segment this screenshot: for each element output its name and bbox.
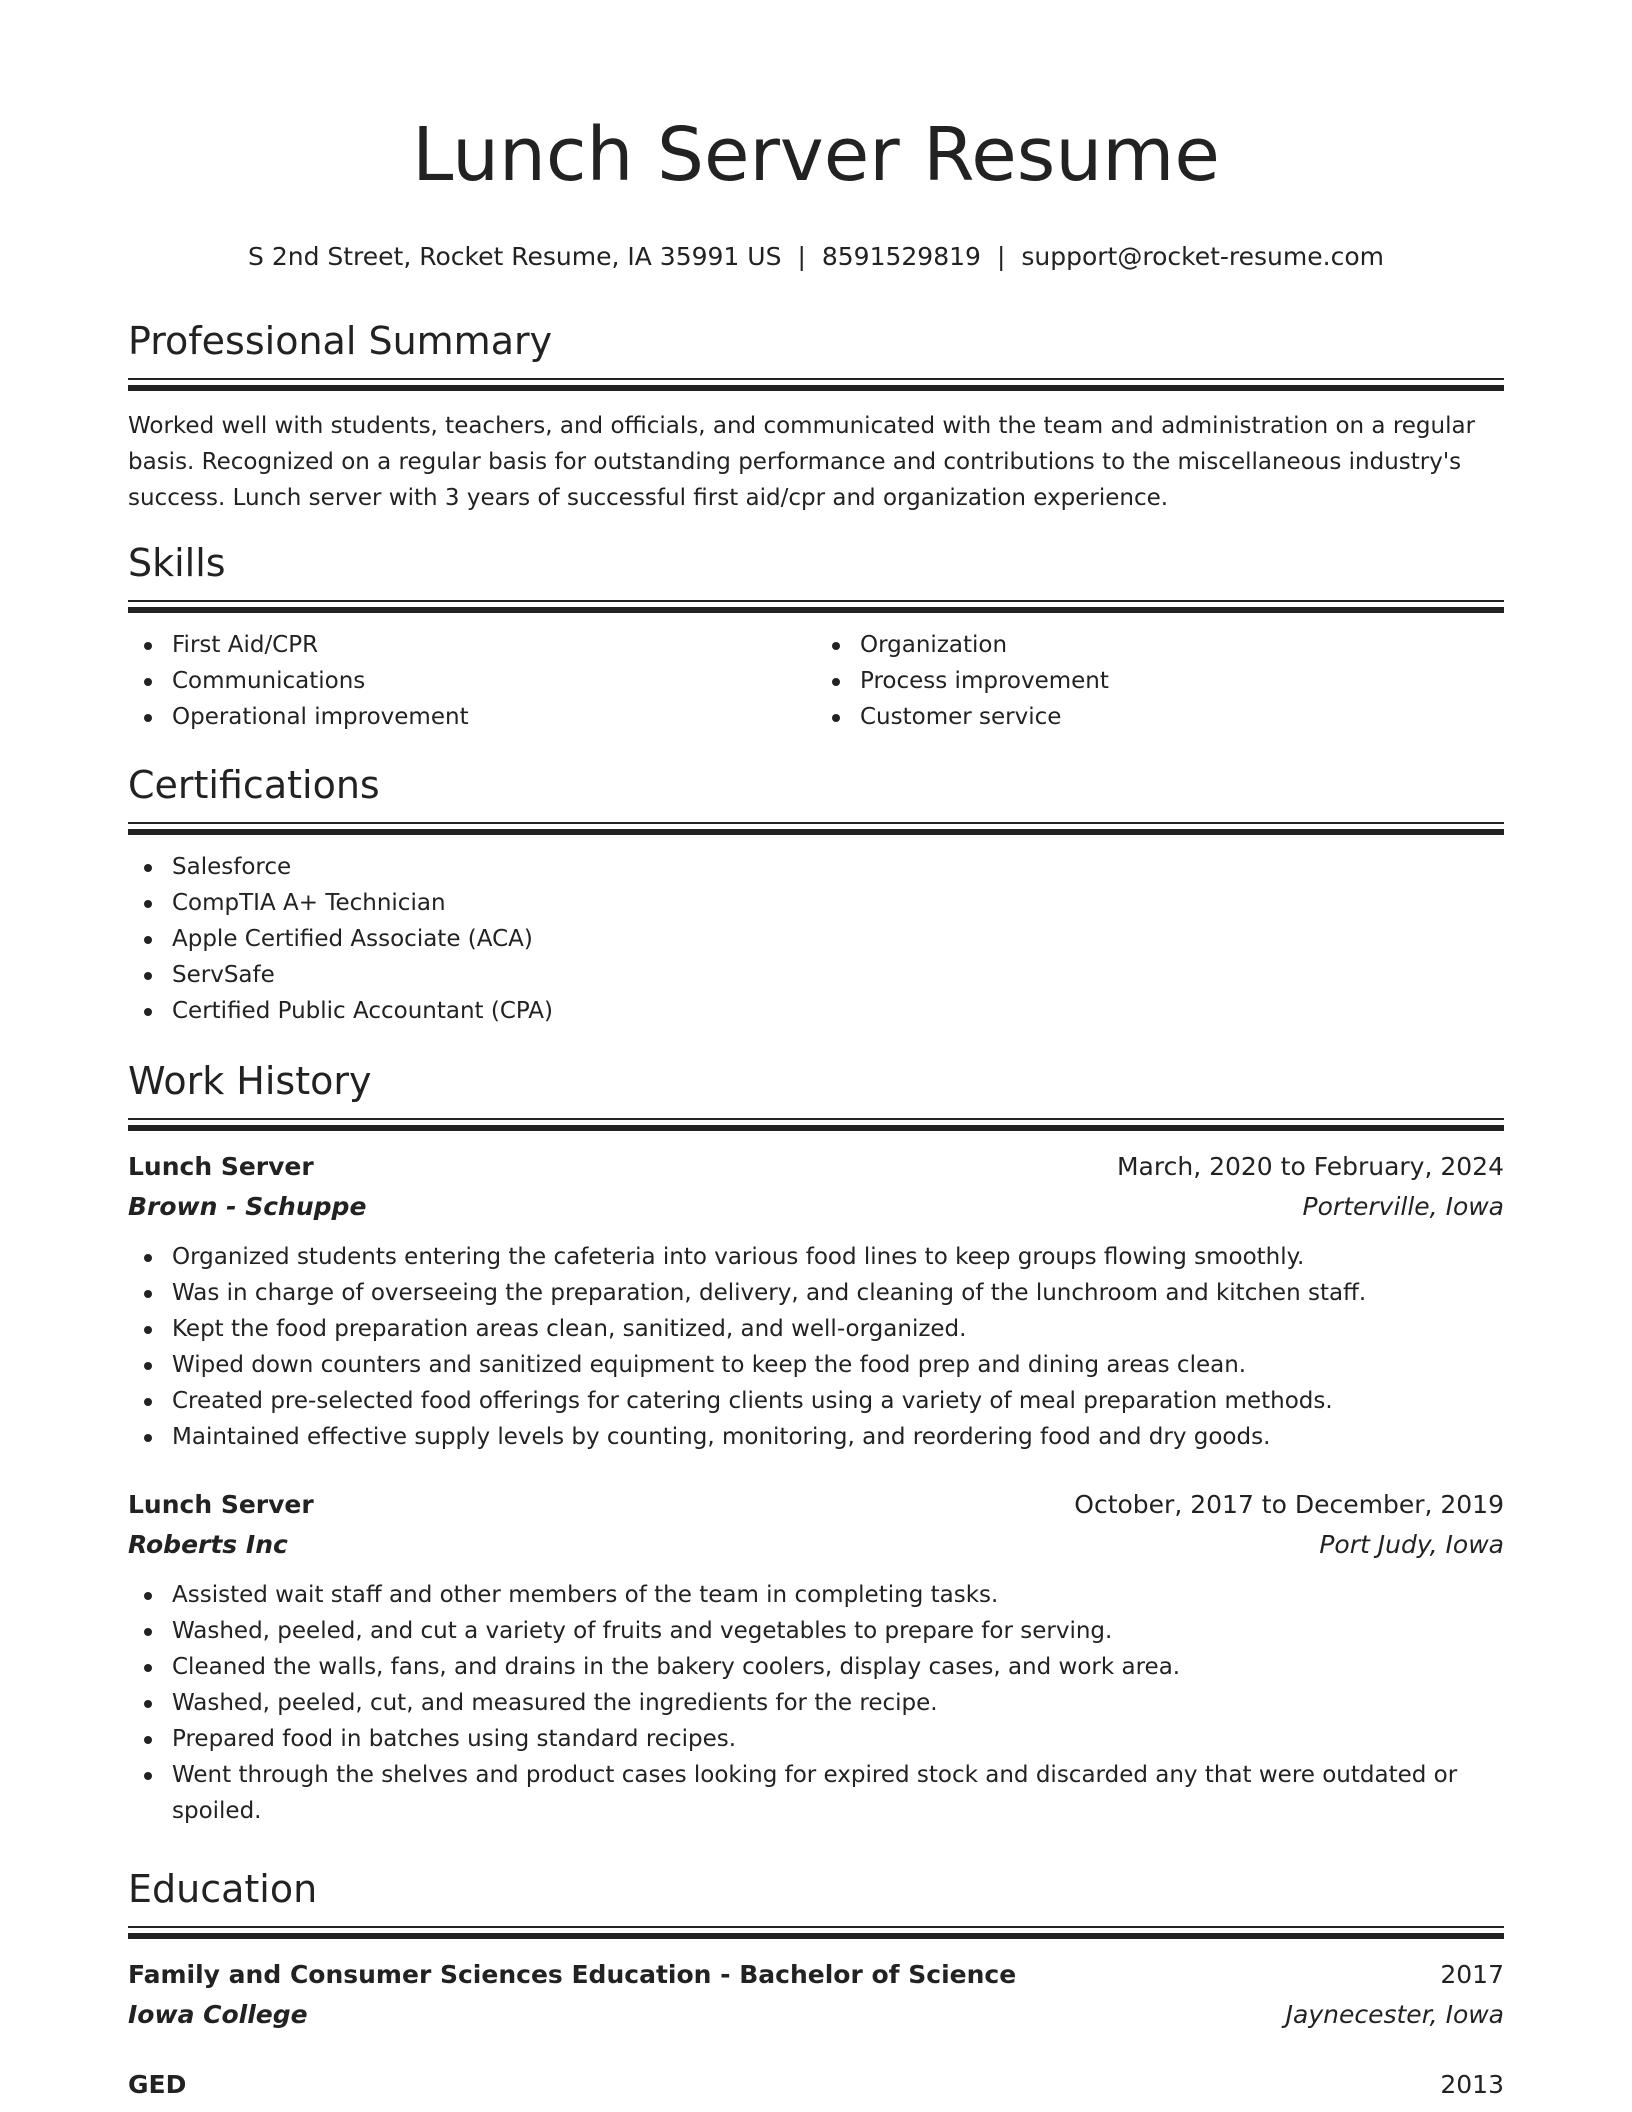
education-section (128, 1866, 1504, 2105)
contact-line (128, 242, 1504, 272)
list-item: Was in charge of overseeing the preparation, delivery, and cleaning of the lunchroom and kitchen staff. (172, 1275, 1504, 1311)
education-entry (128, 2065, 1504, 2105)
education-degree: Family and Consumer Sciences Education - Bachelor of Science (128, 1960, 1017, 1989)
job-header (128, 1147, 1504, 1187)
job-company: Brown - Schuppe (128, 1192, 367, 1221)
list-item: Operational improvement (172, 699, 816, 735)
education-heading: Education (128, 1867, 318, 1911)
contact-separator: | (996, 242, 1006, 271)
education-subheader (128, 1995, 1504, 2035)
certifications-section (128, 762, 1504, 1029)
list-item: Communications (172, 663, 816, 699)
list-item: Customer service (860, 699, 1504, 735)
job-header (128, 1485, 1504, 1525)
skills-grid (128, 627, 1504, 735)
list-item: Assisted wait staff and other members of the team in completing tasks. (172, 1577, 1504, 1613)
education-location: Jaynecester, Iowa (1285, 2000, 1504, 2029)
page-title: Lunch Server Resume (412, 112, 1220, 198)
education-degree: GED (128, 2070, 187, 2099)
list-item: Process improvement (860, 663, 1504, 699)
list-item: Washed, peeled, cut, and measured the ingredients for the recipe. (172, 1685, 1504, 1721)
job-location: Porterville, Iowa (1302, 1192, 1504, 1221)
list-item: Kept the food preparation areas clean, sanitized, and well-organized. (172, 1311, 1504, 1347)
skills-heading: Skills (128, 541, 226, 585)
job-location: Port Judy, Iowa (1319, 1530, 1504, 1559)
education-year: 2017 (1440, 1960, 1504, 1989)
list-item: Organization (860, 627, 1504, 663)
list-item: Maintained effective supply levels by counting, monitoring, and reordering food and dry goods. (172, 1419, 1504, 1455)
list-item: First Aid/CPR (172, 627, 816, 663)
section-rule (128, 829, 1504, 835)
section-rule (128, 1118, 1504, 1120)
skills-section (128, 540, 1504, 735)
section-rule (128, 1926, 1504, 1928)
list-item: ServSafe (172, 957, 1504, 993)
job-subheader (128, 1187, 1504, 1227)
contact-phone: 8591529819 (821, 242, 981, 271)
section-rule (128, 607, 1504, 613)
list-item: Certified Public Accountant (CPA) (172, 993, 1504, 1029)
job-bullets (128, 1239, 1504, 1455)
list-item: Prepared food in batches using standard recipes. (172, 1721, 1504, 1757)
section-rule (128, 1933, 1504, 1939)
job-title: Lunch Server (128, 1490, 314, 1519)
certifications-list (128, 849, 1504, 1029)
job-subheader (128, 1525, 1504, 1565)
education-header (128, 1955, 1504, 1995)
skills-list-right (816, 627, 1504, 735)
skills-list-left (128, 627, 816, 735)
list-item: Apple Certified Associate (ACA) (172, 921, 1504, 957)
job-title: Lunch Server (128, 1152, 314, 1181)
job-bullets (128, 1577, 1504, 1829)
job-company: Roberts Inc (128, 1530, 288, 1559)
work-history-heading: Work History (128, 1059, 372, 1103)
section-rule (128, 1125, 1504, 1131)
education-year: 2013 (1440, 2070, 1504, 2099)
summary-section (128, 318, 1504, 516)
list-item: Washed, peeled, and cut a variety of fruits and vegetables to prepare for serving. (172, 1613, 1504, 1649)
job-entry (128, 1485, 1504, 1829)
section-rule (128, 385, 1504, 391)
list-item: Created pre-selected food offerings for catering clients using a variety of meal preparation methods. (172, 1383, 1504, 1419)
list-item: Salesforce (172, 849, 1504, 885)
list-item: Went through the shelves and product cases looking for expired stock and discarded any that were outdated or spoiled. (172, 1757, 1504, 1829)
education-header (128, 2065, 1504, 2105)
list-item: CompTIA A+ Technician (172, 885, 1504, 921)
work-history-section (128, 1058, 1504, 1829)
section-rule (128, 822, 1504, 824)
list-item: Wiped down counters and sanitized equipment to keep the food prep and dining areas clean. (172, 1347, 1504, 1383)
section-rule (128, 378, 1504, 380)
list-item: Cleaned the walls, fans, and drains in the bakery coolers, display cases, and work area. (172, 1649, 1504, 1685)
job-dates: October, 2017 to December, 2019 (1074, 1490, 1504, 1519)
list-item: Organized students entering the cafeteria into various food lines to keep groups flowing smoothly. (172, 1239, 1504, 1275)
education-school: Iowa College (128, 2000, 308, 2029)
summary-text: Worked well with students, teachers, and officials, and communicated with the team and administration on a regular basis. Recognized on a regular basis for outstanding performance and contributions to the miscellaneous industry's success. Lunch server with 3 years of successful first aid/cpr and organization experience. (128, 413, 1476, 511)
contact-address: S 2nd Street, Rocket Resume, IA 35991 US (248, 242, 782, 271)
section-rule (128, 600, 1504, 602)
education-entry (128, 1955, 1504, 2035)
job-dates: March, 2020 to February, 2024 (1116, 1152, 1504, 1181)
contact-email: support@rocket-resume.com (1021, 242, 1384, 271)
job-entry (128, 1147, 1504, 1455)
certifications-heading: Certifications (128, 763, 380, 807)
contact-separator: | (797, 242, 806, 271)
summary-heading: Professional Summary (128, 319, 553, 363)
